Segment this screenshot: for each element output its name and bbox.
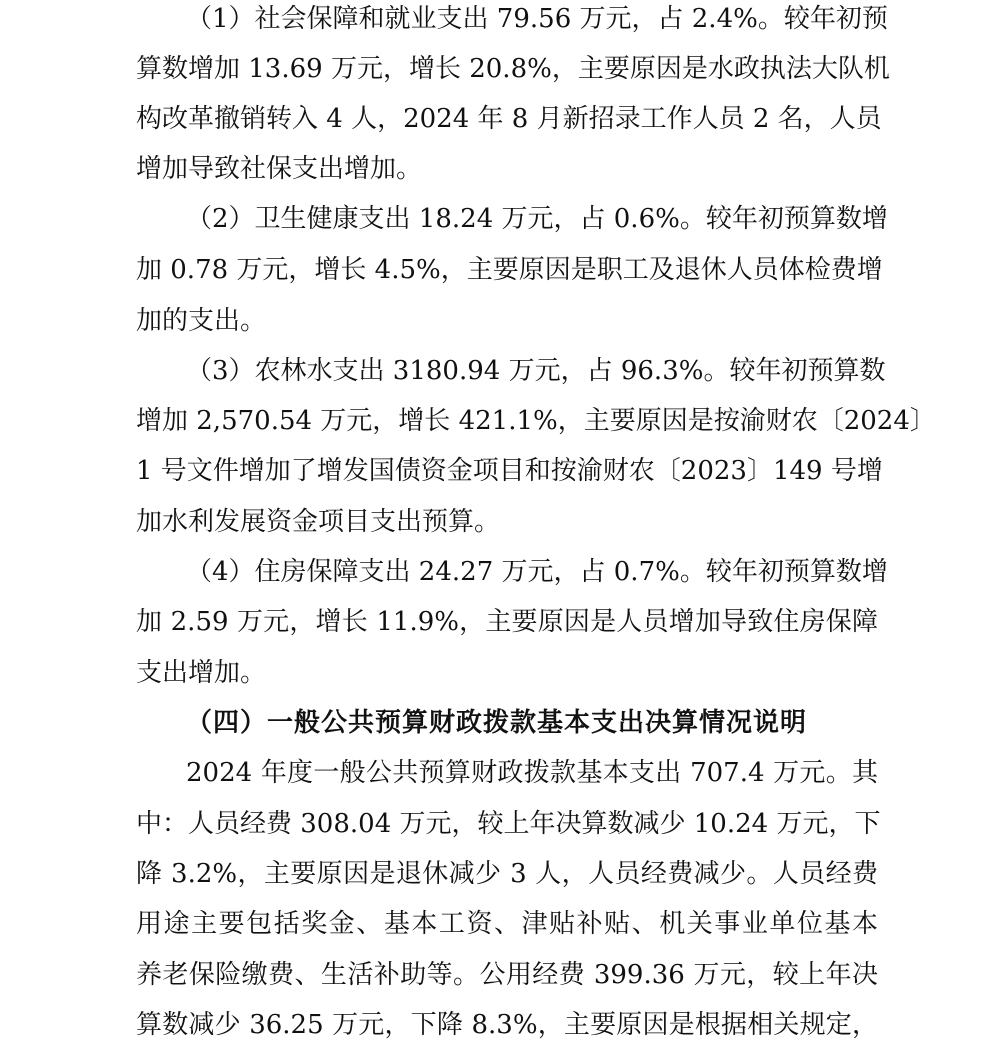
paragraph-line: 加 0.78 万元，增长 4.5%，主要原因是职工及退休人员体检费增	[136, 255, 883, 285]
paragraph-line: 养老保险缴费、生活补助等。公用经费 399.36 万元，较上年决	[136, 960, 878, 990]
paragraph-line: 增加 2,570.54 万元，增长 421.1%，主要原因是按渝财农〔2024〕	[136, 406, 936, 436]
paragraph-line: 加的支出。	[136, 306, 267, 336]
section-heading: （四）一般公共预算财政拨款基本支出决算情况说明	[186, 708, 808, 738]
paragraph-line: 算数减少 36.25 万元，下降 8.3%，主要原因是根据相关规定，	[136, 1010, 878, 1040]
paragraph-line: 加 2.59 万元，增长 11.9%，主要原因是人员增加导致住房保障	[136, 607, 878, 637]
paragraph-line: 用途主要包括奖金、基本工资、津贴补贴、机关事业单位基本	[136, 909, 878, 939]
paragraph-line: 加水利发展资金项目支出预算。	[136, 507, 501, 537]
paragraph-line: 2024 年度一般公共预算财政拨款基本支出 707.4 万元。其	[186, 758, 878, 788]
paragraph-line: 构改革撤销转入 4 人，2024 年 8 月新招录工作人员 2 名，人员	[136, 104, 882, 134]
paragraph-line: （2）卫生健康支出 18.24 万元，占 0.6%。较年初预算数增	[186, 204, 888, 234]
paragraph-line: 算数增加 13.69 万元，增长 20.8%，主要原因是水政执法大队机	[136, 54, 890, 84]
paragraph-line: （4）住房保障支出 24.27 万元，占 0.7%。较年初预算数增	[186, 557, 888, 587]
paragraph-line: （3）农林水支出 3180.94 万元，占 96.3%。较年初预算数	[186, 356, 886, 386]
paragraph-line: 增加导致社保支出增加。	[136, 154, 423, 184]
paragraph-line: 支出增加。	[136, 658, 267, 688]
paragraph-line: 中：人员经费 308.04 万元，较上年决算数减少 10.24 万元，下	[136, 809, 881, 839]
paragraph-line: 降 3.2%，主要原因是退休减少 3 人，人员经费减少。人员经费	[136, 859, 878, 889]
paragraph-line: （1）社会保障和就业支出 79.56 万元，占 2.4%。较年初预	[186, 4, 888, 34]
paragraph-line: 1 号文件增加了增发国债资金项目和按渝财农〔2023〕149 号增	[136, 456, 883, 486]
